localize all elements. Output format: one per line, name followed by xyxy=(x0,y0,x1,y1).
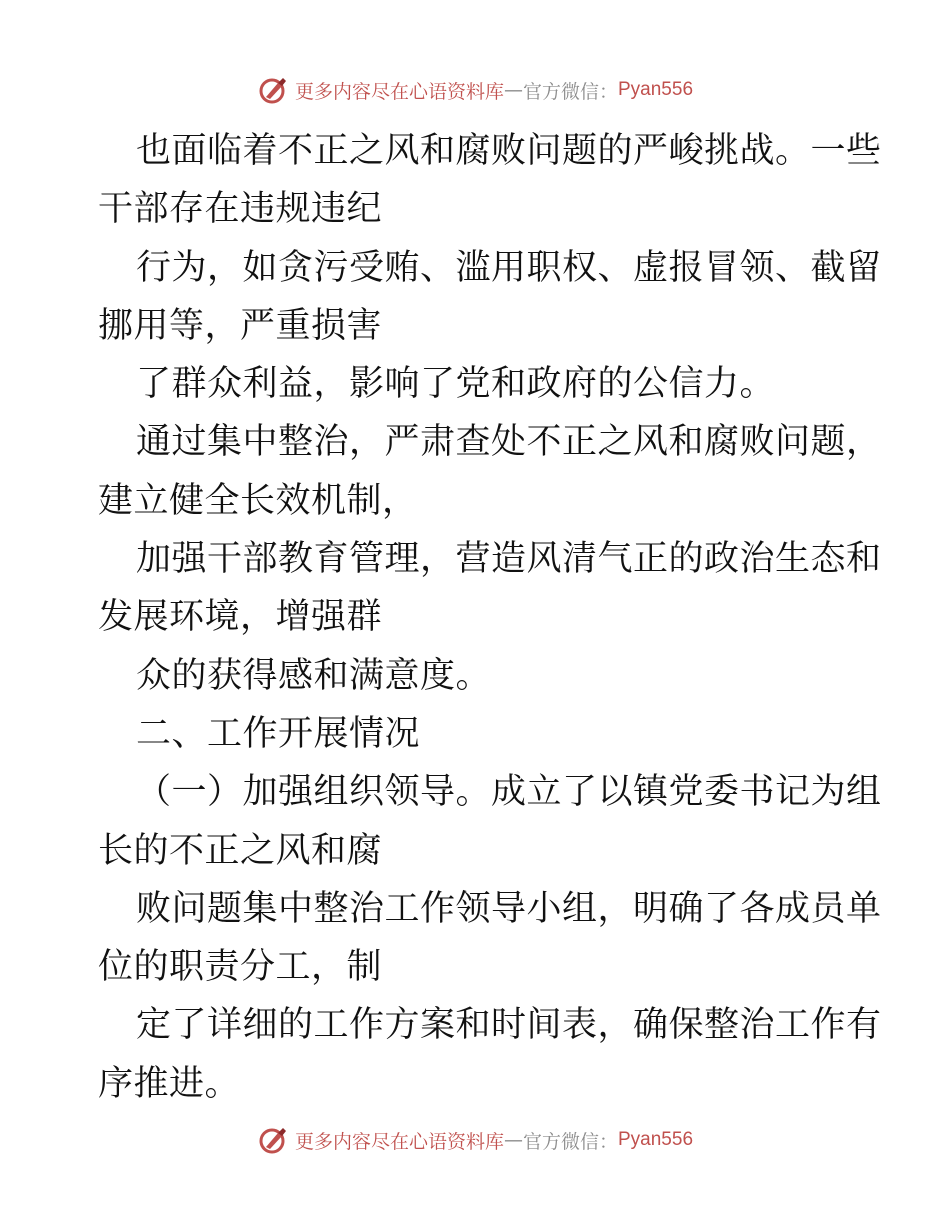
banner-title: 更多内容尽在心语资料库 xyxy=(294,80,504,103)
text-line: 败问题集中整治工作领导小组，明确了各成员单 xyxy=(136,888,882,929)
banner-contact-id: Pyan556 xyxy=(618,79,694,100)
text-line: 建立健全长效机制， xyxy=(98,480,418,521)
text-line: 定了详细的工作方案和时间表，确保整治工作有 xyxy=(136,1005,882,1046)
banner-separator: — xyxy=(503,1129,523,1151)
document-body xyxy=(98,122,882,1113)
banner-contact-label: 官方微信： xyxy=(522,1130,618,1153)
footer-banner xyxy=(0,1120,950,1160)
text-line: 挪用等，严重损害 xyxy=(98,305,383,346)
header-banner xyxy=(0,70,950,110)
pen-nib-logo-icon xyxy=(257,1124,289,1156)
text-line: （一）加强组织领导。成立了以镇党委书记为组 xyxy=(136,772,882,813)
banner-contact-label: 官方微信： xyxy=(522,80,618,103)
text-line: 众的获得感和满意度。 xyxy=(136,655,492,696)
text-line: 了群众利益，影响了党和政府的公信力。 xyxy=(136,364,776,405)
text-line: 序推进。 xyxy=(98,1063,241,1104)
banner-contact-id: Pyan556 xyxy=(618,1129,694,1150)
text-line: 长的不正之风和腐 xyxy=(98,830,383,871)
pen-nib-logo-icon xyxy=(257,74,289,106)
section-heading: 二、工作开展情况 xyxy=(136,713,421,754)
text-line: 发展环境，增强群 xyxy=(98,597,383,638)
text-line: 行为，如贪污受贿、滥用职权、虚报冒领、截留 xyxy=(136,247,882,288)
text-line: 加强干部教育管理，营造风清气正的政治生态和 xyxy=(136,539,882,580)
banner-title: 更多内容尽在心语资料库 xyxy=(294,1130,504,1153)
text-line: 通过集中整治，严肃查处不正之风和腐败问题， xyxy=(136,422,882,463)
text-line: 也面临着不正之风和腐败问题的严峻挑战。一些 xyxy=(136,131,882,171)
banner-separator: — xyxy=(503,79,523,101)
text-line: 干部存在违规违纪 xyxy=(98,189,383,230)
text-line: 位的职责分工，制 xyxy=(98,947,383,988)
